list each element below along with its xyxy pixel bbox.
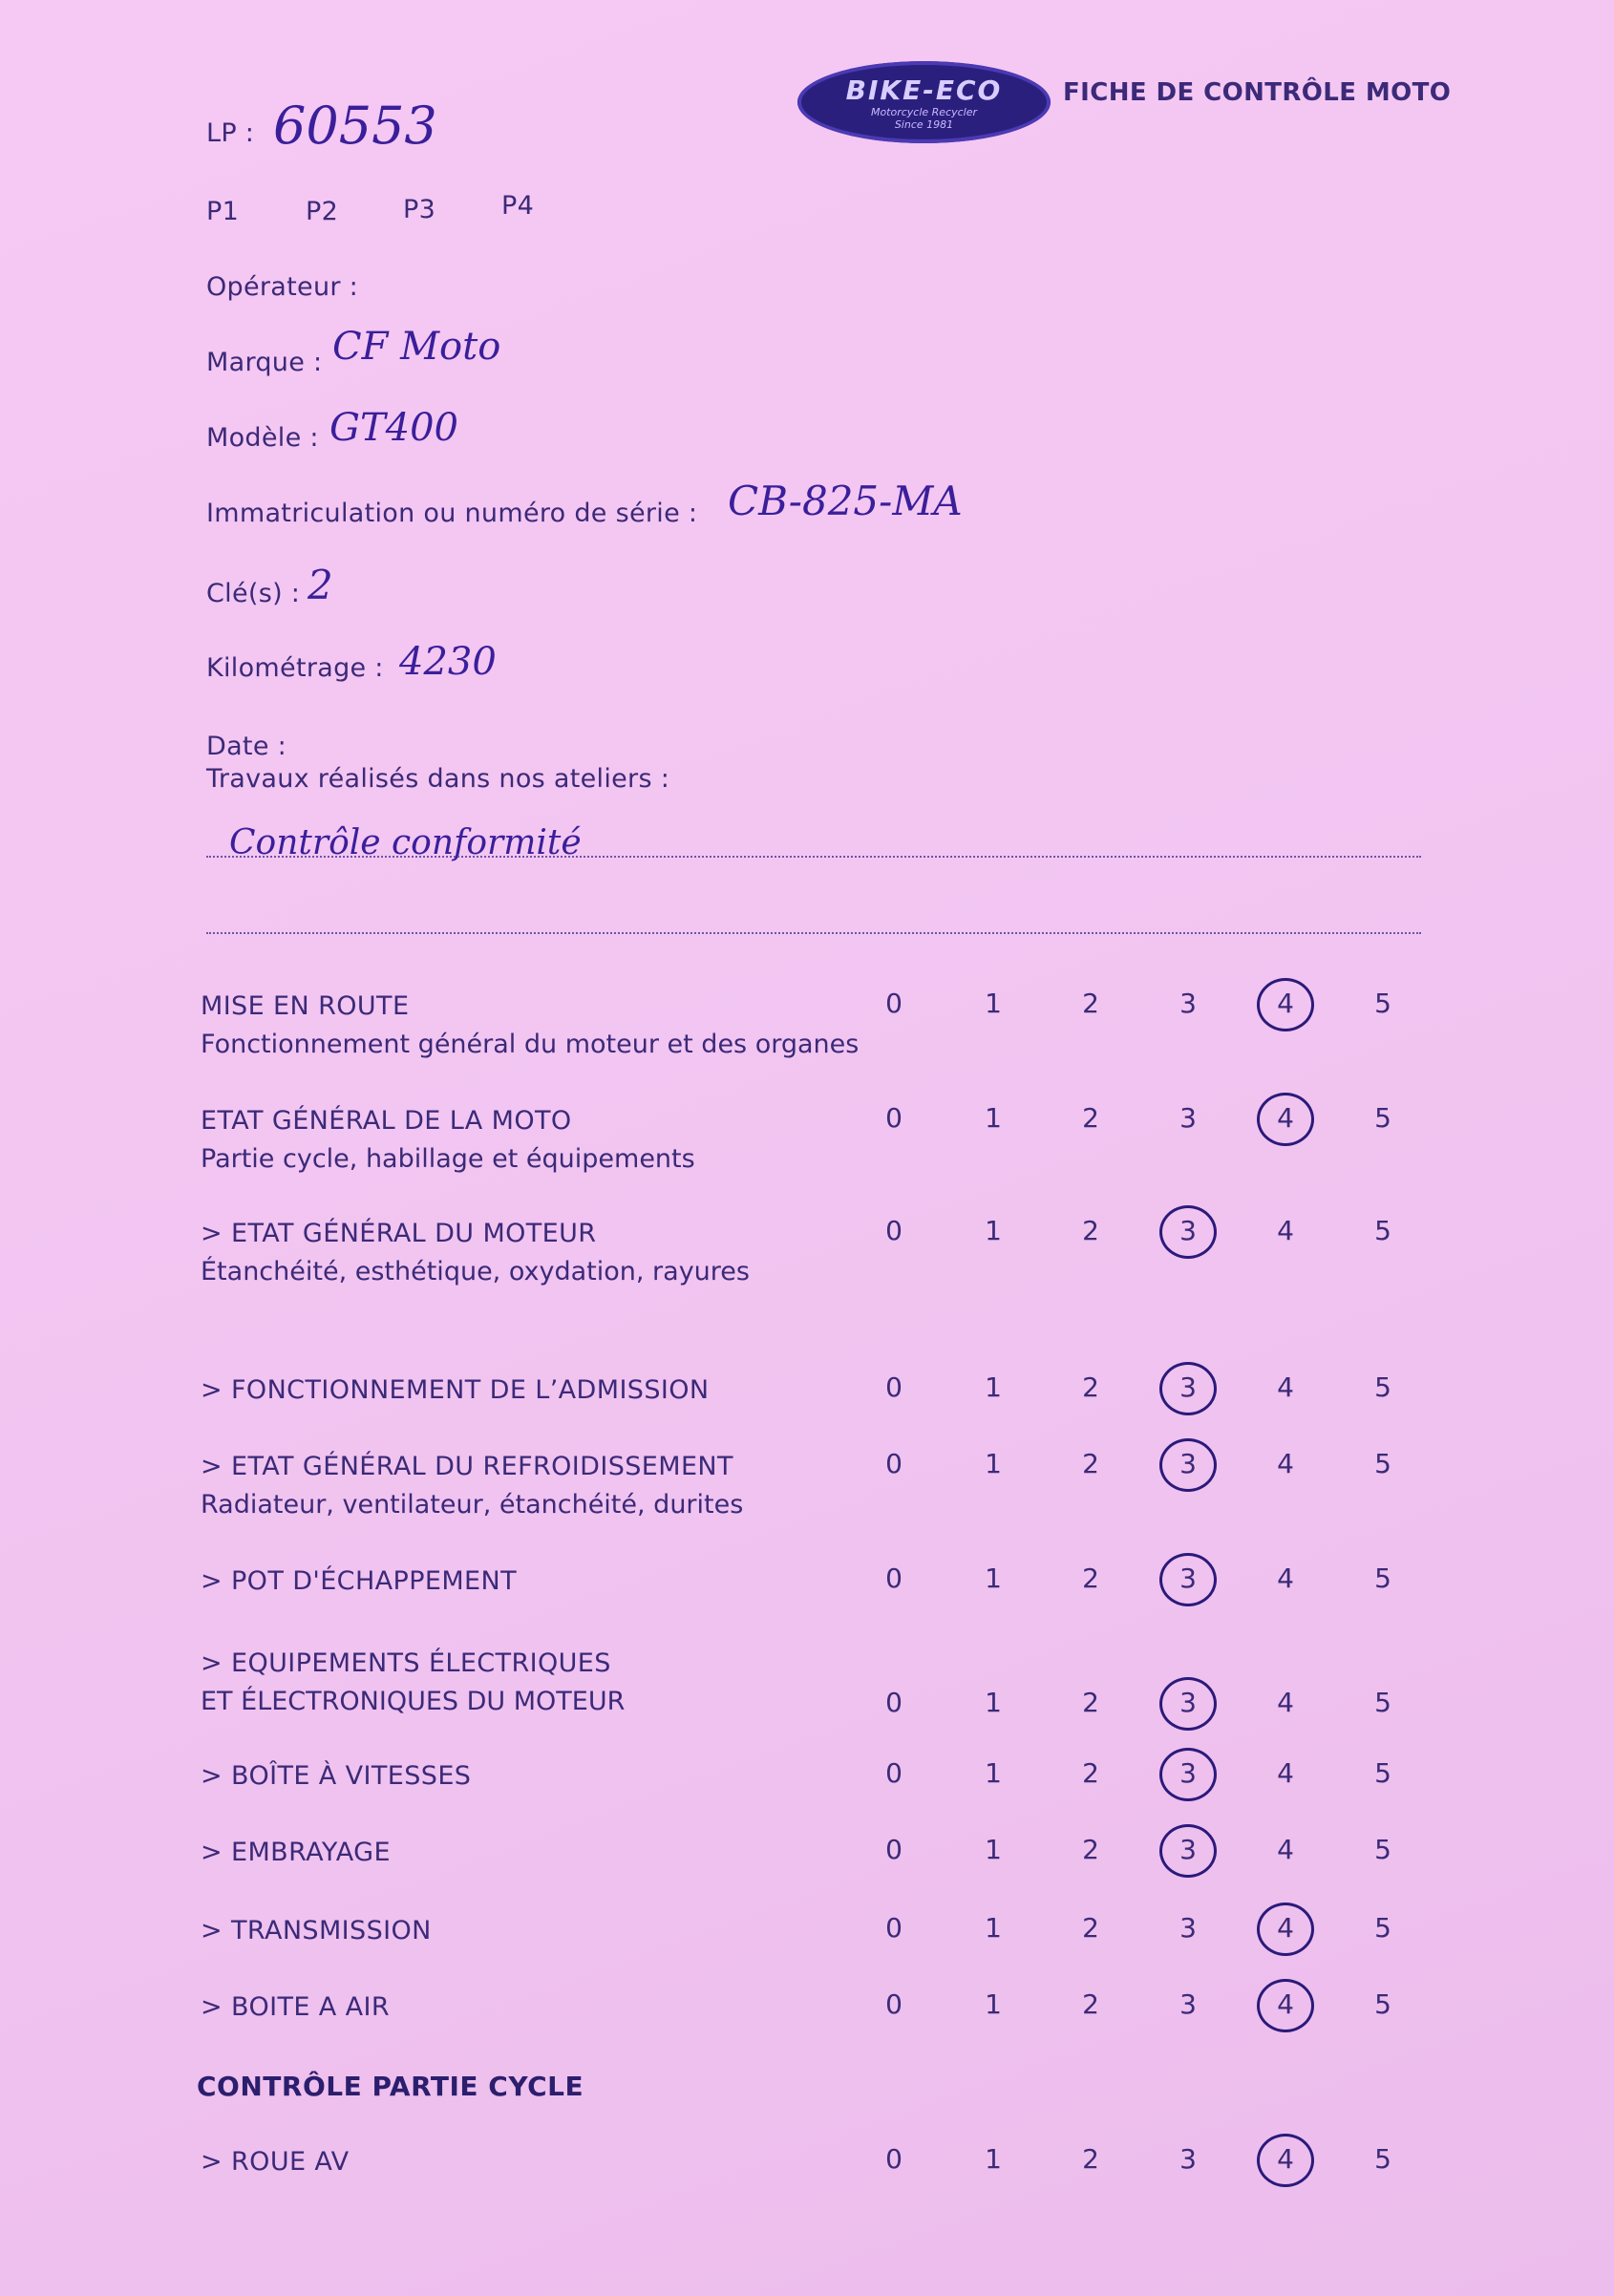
- score-option[interactable]: 1: [985, 1563, 1002, 1594]
- score-option[interactable]: 4: [1277, 1687, 1294, 1718]
- row-title: > TRANSMISSION: [201, 1916, 432, 1945]
- mileage-label: Kilométrage :: [206, 653, 384, 683]
- score-option[interactable]: 5: [1374, 1912, 1391, 1944]
- row-subtitle: Radiateur, ventilateur, étanchéité, durites: [201, 1490, 744, 1520]
- score-option[interactable]: 2: [1082, 1102, 1099, 1134]
- row-subtitle: Fonctionnement général du moteur et des organes: [201, 1030, 860, 1059]
- score-option[interactable]: 0: [885, 1912, 903, 1944]
- brand-label: Marque :: [206, 348, 323, 377]
- score-option-selected[interactable]: 4: [1257, 1095, 1314, 1142]
- keys-label: Clé(s) :: [206, 579, 301, 608]
- score-option[interactable]: 0: [885, 1757, 903, 1789]
- score-option[interactable]: 5: [1374, 988, 1391, 1019]
- row-title: > EMBRAYAGE: [201, 1838, 391, 1867]
- row-title: > BOITE A AIR: [201, 1992, 391, 2022]
- score-option[interactable]: 0: [885, 1834, 903, 1865]
- score-option-selected[interactable]: 3: [1159, 1440, 1217, 1488]
- logo-brand-text: BIKE-ECO: [845, 74, 1003, 106]
- row-title: > ETAT GÉNÉRAL DU MOTEUR: [201, 1219, 597, 1248]
- score-option[interactable]: 5: [1374, 1757, 1391, 1789]
- score-option-selected[interactable]: 3: [1159, 1826, 1217, 1874]
- score-option[interactable]: 3: [1179, 2143, 1197, 2175]
- score-option[interactable]: 2: [1082, 1448, 1099, 1479]
- registration-label: Immatriculation ou numéro de série :: [206, 499, 698, 528]
- score-option[interactable]: 5: [1374, 1988, 1391, 2020]
- score-option-selected[interactable]: 3: [1159, 1679, 1217, 1727]
- row-title: MISE EN ROUTE: [201, 991, 410, 1021]
- row-title: > FONCTIONNEMENT DE L’ADMISSION: [201, 1375, 710, 1405]
- brand-value[interactable]: CF Moto: [332, 325, 501, 369]
- score-option[interactable]: 3: [1179, 988, 1197, 1019]
- works-line-1: [206, 856, 1421, 858]
- score-option[interactable]: 5: [1374, 1687, 1391, 1718]
- row-subtitle: Partie cycle, habillage et équipements: [201, 1144, 695, 1174]
- score-option[interactable]: 2: [1082, 1834, 1099, 1865]
- score-option[interactable]: 5: [1374, 1215, 1391, 1246]
- score-option-selected[interactable]: 3: [1159, 1207, 1217, 1255]
- score-option[interactable]: 2: [1082, 1215, 1099, 1246]
- score-option[interactable]: 4: [1277, 1834, 1294, 1865]
- document-title: FICHE DE CONTRÔLE MOTO: [1063, 78, 1452, 107]
- score-option-selected[interactable]: 4: [1257, 1981, 1314, 2029]
- score-option[interactable]: 1: [985, 1102, 1002, 1134]
- lp-label: LP :: [206, 118, 255, 148]
- score-option[interactable]: 5: [1374, 1371, 1391, 1403]
- bike-eco-logo: [797, 61, 1051, 143]
- registration-value[interactable]: CB-825-MA: [728, 478, 963, 524]
- score-option[interactable]: 0: [885, 2143, 903, 2175]
- date-label: Date :: [206, 732, 287, 761]
- score-option[interactable]: 5: [1374, 2143, 1391, 2175]
- score-option[interactable]: 5: [1374, 1563, 1391, 1594]
- p2-option[interactable]: P2: [306, 197, 339, 226]
- score-option-selected[interactable]: 3: [1159, 1750, 1217, 1797]
- logo-tagline-2: Since 1981: [894, 117, 954, 131]
- score-option[interactable]: 1: [985, 1371, 1002, 1403]
- logo-tagline-1: Motorcycle Recycler: [870, 105, 978, 118]
- score-option[interactable]: 4: [1277, 1371, 1294, 1403]
- score-option[interactable]: 2: [1082, 1687, 1099, 1718]
- score-option[interactable]: 2: [1082, 2143, 1099, 2175]
- row-title: > BOÎTE À VITESSES: [201, 1761, 472, 1791]
- score-option[interactable]: 0: [885, 988, 903, 1019]
- works-line-2: [206, 932, 1421, 934]
- score-option[interactable]: 5: [1374, 1448, 1391, 1479]
- score-option[interactable]: 3: [1179, 1102, 1197, 1134]
- works-value[interactable]: Contrôle conformité: [229, 823, 582, 862]
- score-option[interactable]: 2: [1082, 1563, 1099, 1594]
- score-option[interactable]: 2: [1082, 1757, 1099, 1789]
- row-title: > ETAT GÉNÉRAL DU REFROIDISSEMENT: [201, 1452, 733, 1481]
- p3-option[interactable]: P3: [403, 195, 436, 224]
- row-title: > POT D'ÉCHAPPEMENT: [201, 1566, 517, 1596]
- row-title: > ROUE AV: [201, 2147, 350, 2177]
- score-option[interactable]: 5: [1374, 1102, 1391, 1134]
- score-option[interactable]: 1: [985, 2143, 1002, 2175]
- score-option[interactable]: 0: [885, 1215, 903, 1246]
- score-option[interactable]: 4: [1277, 1448, 1294, 1479]
- score-option[interactable]: 1: [985, 1215, 1002, 1246]
- score-option[interactable]: 3: [1179, 1988, 1197, 2020]
- model-value[interactable]: GT400: [329, 406, 458, 450]
- score-option[interactable]: 4: [1277, 1757, 1294, 1789]
- score-option-selected[interactable]: 3: [1159, 1555, 1217, 1603]
- score-option[interactable]: 0: [885, 1687, 903, 1718]
- score-option[interactable]: 0: [885, 1371, 903, 1403]
- score-option[interactable]: 1: [985, 1834, 1002, 1865]
- row-title: ETAT GÉNÉRAL DE LA MOTO: [201, 1106, 572, 1136]
- score-option[interactable]: 1: [985, 1988, 1002, 2020]
- p4-option[interactable]: P4: [501, 191, 535, 221]
- score-option-selected[interactable]: 4: [1257, 1904, 1314, 1952]
- score-option[interactable]: 0: [885, 1102, 903, 1134]
- score-option[interactable]: 1: [985, 988, 1002, 1019]
- score-option[interactable]: 4: [1277, 1215, 1294, 1246]
- score-option[interactable]: 3: [1179, 1912, 1197, 1944]
- score-option[interactable]: 4: [1277, 1563, 1294, 1594]
- score-option[interactable]: 2: [1082, 1988, 1099, 2020]
- score-option[interactable]: 0: [885, 1448, 903, 1479]
- score-option-selected[interactable]: 3: [1159, 1364, 1217, 1412]
- score-option-selected[interactable]: 4: [1257, 2136, 1314, 2183]
- score-option[interactable]: 0: [885, 1988, 903, 2020]
- works-label: Travaux réalisés dans nos ateliers :: [206, 764, 670, 794]
- score-option[interactable]: 1: [985, 1448, 1002, 1479]
- keys-value[interactable]: 2: [308, 562, 333, 608]
- section-cycle-heading: CONTRÔLE PARTIE CYCLE: [197, 2071, 584, 2102]
- row-title: > EQUIPEMENTS ÉLECTRIQUES: [201, 1648, 611, 1678]
- score-option[interactable]: 1: [985, 1687, 1002, 1718]
- score-option-selected[interactable]: 4: [1257, 980, 1314, 1028]
- row-subtitle: ET ÉLECTRONIQUES DU MOTEUR: [201, 1687, 626, 1716]
- model-label: Modèle :: [206, 423, 319, 453]
- mileage-value[interactable]: 4230: [399, 640, 497, 684]
- p1-option[interactable]: P1: [206, 197, 240, 226]
- score-option[interactable]: 1: [985, 1912, 1002, 1944]
- score-option[interactable]: 2: [1082, 1912, 1099, 1944]
- row-subtitle: Étanchéité, esthétique, oxydation, rayures: [201, 1257, 750, 1286]
- score-option[interactable]: 2: [1082, 1371, 1099, 1403]
- lp-value[interactable]: 60553: [273, 96, 437, 156]
- score-option[interactable]: 1: [985, 1757, 1002, 1789]
- score-option[interactable]: 2: [1082, 988, 1099, 1019]
- operator-label: Opérateur :: [206, 272, 359, 302]
- score-option[interactable]: 0: [885, 1563, 903, 1594]
- score-option[interactable]: 5: [1374, 1834, 1391, 1865]
